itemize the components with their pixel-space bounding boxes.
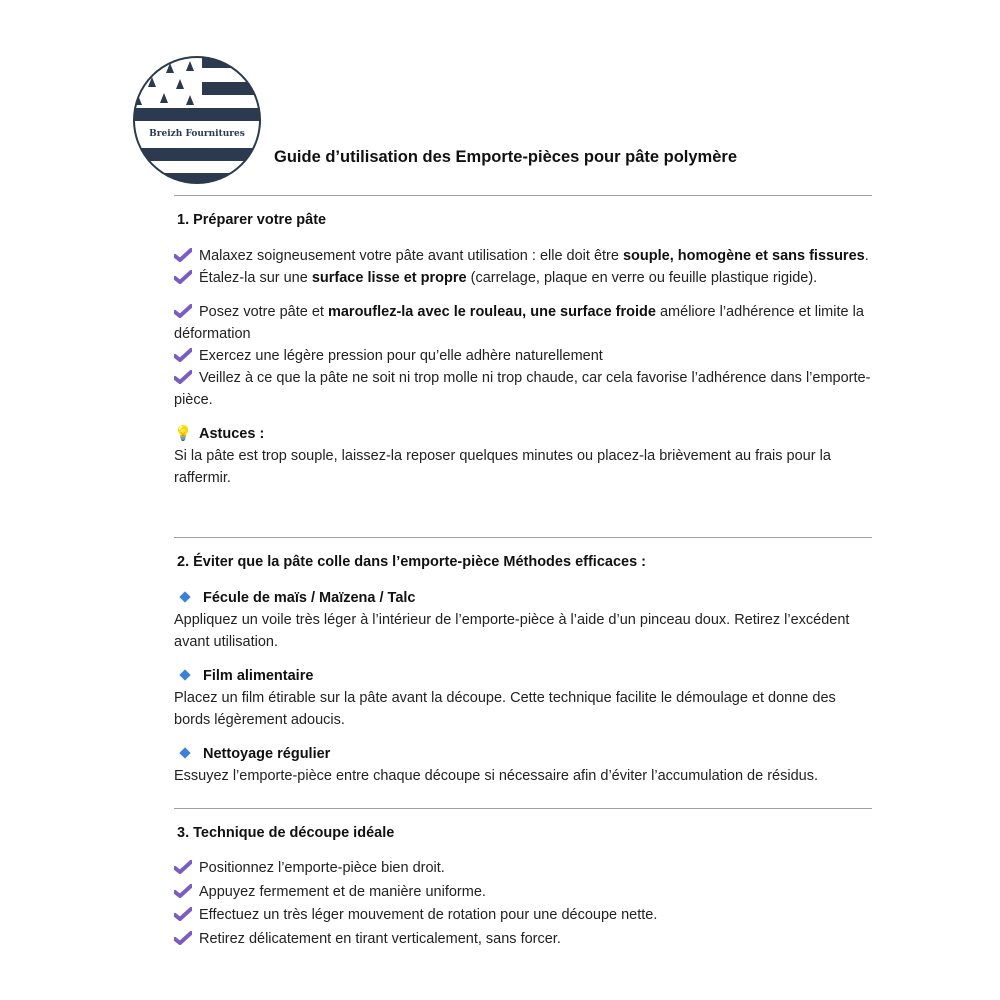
diamond-icon: [179, 747, 190, 758]
checkmark-icon: [174, 907, 192, 921]
divider: [174, 537, 872, 538]
list-item: Malaxez soigneusement votre pâte avant utilisation : elle doit être souple, homogène et sans fissures.: [174, 245, 874, 267]
list-item: Veillez à ce que la pâte ne soit ni trop molle ni trop chaude, car cela favorise l’adhérence dans l’emporte-pièce.: [174, 370, 871, 408]
checkmark-icon: [174, 348, 192, 362]
method-text: Essuyez l’emporte-pièce entre chaque découpe si nécessaire afin d’éviter l’accumulation de résidus.: [174, 768, 818, 784]
list-item: Positionnez l’emporte-pièce bien droit.: [174, 857, 874, 881]
method-title: Fécule de maïs / Maïzena / Talc: [174, 587, 874, 609]
checkmark-icon: [174, 248, 192, 262]
list-item: Exercez une légère pression pour qu’elle adhère naturellement: [174, 345, 874, 367]
checkmark-icon: [174, 370, 192, 384]
divider: [174, 808, 872, 809]
page-title: Guide d’utilisation des Emporte-pièces pour pâte polymère: [274, 148, 738, 166]
method-title: Film alimentaire: [174, 665, 874, 687]
section-3-title: 3. Technique de découpe idéale: [177, 825, 395, 841]
list-item: Étalez-la sur une surface lisse et propre (carrelage, plaque en verre ou feuille plastique rigide).: [174, 267, 874, 289]
diamond-icon: [179, 591, 190, 602]
diamond-icon: [179, 669, 190, 680]
list-item: Posez votre pâte et marouflez-la avec le rouleau, une surface froide améliore l’adhérence et limite la déformation: [174, 304, 864, 342]
section-1-title: 1. Préparer votre pâte: [177, 212, 327, 228]
tip-heading: 💡 Astuces :: [174, 423, 874, 445]
section-2-body: [174, 587, 874, 787]
checkmark-icon: [174, 931, 192, 945]
lightbulb-icon: 💡: [174, 426, 193, 442]
tip-text: Si la pâte est trop souple, laissez-la reposer quelques minutes ou placez-la brièvement au frais pour la raffermir.: [174, 448, 831, 486]
brand-logo: [132, 55, 262, 185]
checkmark-icon: [174, 270, 192, 284]
list-item: Appuyez fermement et de manière uniforme.: [174, 881, 874, 905]
divider: [174, 195, 872, 196]
section-1-body: [174, 245, 874, 489]
list-item: Retirez délicatement en tirant verticalement, sans forcer.: [174, 928, 874, 952]
method-title: Nettoyage régulier: [174, 743, 874, 765]
method-text: Appliquez un voile très léger à l’intérieur de l’emporte-pièce à l’aide d’un pinceau doux. Retirez l’excédent avant utilisation.: [174, 612, 850, 650]
method-text: Placez un film étirable sur la pâte avant la découpe. Cette technique facilite le démoulage et donne des bords légèrement adoucis.: [174, 690, 836, 728]
checkmark-icon: [174, 860, 192, 874]
logo-text: Breizh Fournitures: [149, 129, 245, 139]
checkmark-icon: [174, 884, 192, 898]
checkmark-icon: [174, 304, 192, 318]
section-2-title: 2. Éviter que la pâte colle dans l’emporte-pièce Méthodes efficaces :: [177, 554, 646, 570]
list-item: Effectuez un très léger mouvement de rotation pour une découpe nette.: [174, 904, 874, 928]
section-3-body: [174, 857, 874, 951]
